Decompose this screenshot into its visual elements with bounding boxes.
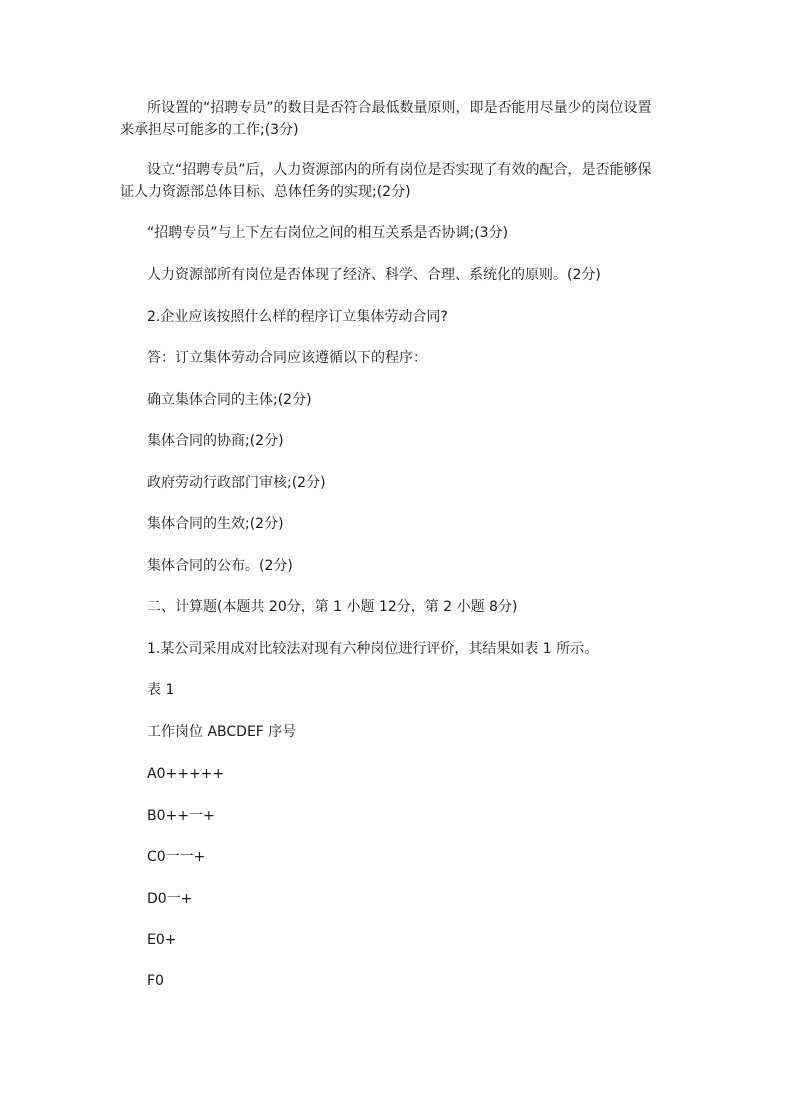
step-1: 确立集体合同的主体;(2分): [147, 392, 312, 408]
paragraph-3: “招聘专员”与上下左右岗位之间的相互关系是否协调;(3分): [147, 225, 509, 241]
paragraph-1-line-2: 来承担尽可能多的工作;(3分): [120, 122, 299, 138]
table-row-f: F0: [147, 973, 164, 989]
step-3: 政府劳动行政部门审核;(2分): [147, 475, 326, 491]
answer-intro: 答：订立集体劳动合同应该遵循以下的程序：: [147, 350, 427, 366]
table-row-b: B0++一+: [147, 808, 215, 824]
step-2: 集体合同的协商;(2分): [147, 433, 284, 449]
paragraph-2-line-1: 设立“招聘专员”后，人力资源部内的所有岗位是否实现了有效的配合，是否能够保: [147, 162, 652, 178]
table-caption: 表 1: [147, 682, 175, 698]
step-4: 集体合同的生效;(2分): [147, 516, 284, 532]
table-header-row: 工作岗位 ABCDEF 序号: [147, 724, 297, 740]
paragraph-4: 人力资源部所有岗位是否体现了经济、科学、合理、系统化的原则。(2分): [147, 267, 601, 283]
question-2: 2.企业应该按照什么样的程序订立集体劳动合同?: [147, 309, 448, 325]
paragraph-1-line-1: 所设置的“招聘专员”的数目是否符合最低数量原则，即是否能用尽量少的岗位设置: [147, 100, 652, 116]
calc-question-1: 1.某公司采用成对比较法对现有六种岗位进行评价，其结果如表 1 所示。: [147, 641, 599, 657]
table-row-c: C0一一+: [147, 849, 206, 865]
step-5: 集体合同的公布。(2分): [147, 558, 293, 574]
section-heading-calculation: 二、计算题(本题共 20分，第 1 小题 12分，第 2 小题 8分): [147, 599, 518, 615]
table-row-a: A0+++++: [147, 766, 225, 782]
paragraph-2-line-2: 证人力资源部总体目标、总体任务的实现;(2分): [120, 184, 411, 200]
table-row-e: E0+: [147, 932, 177, 948]
table-row-d: D0一+: [147, 891, 193, 907]
